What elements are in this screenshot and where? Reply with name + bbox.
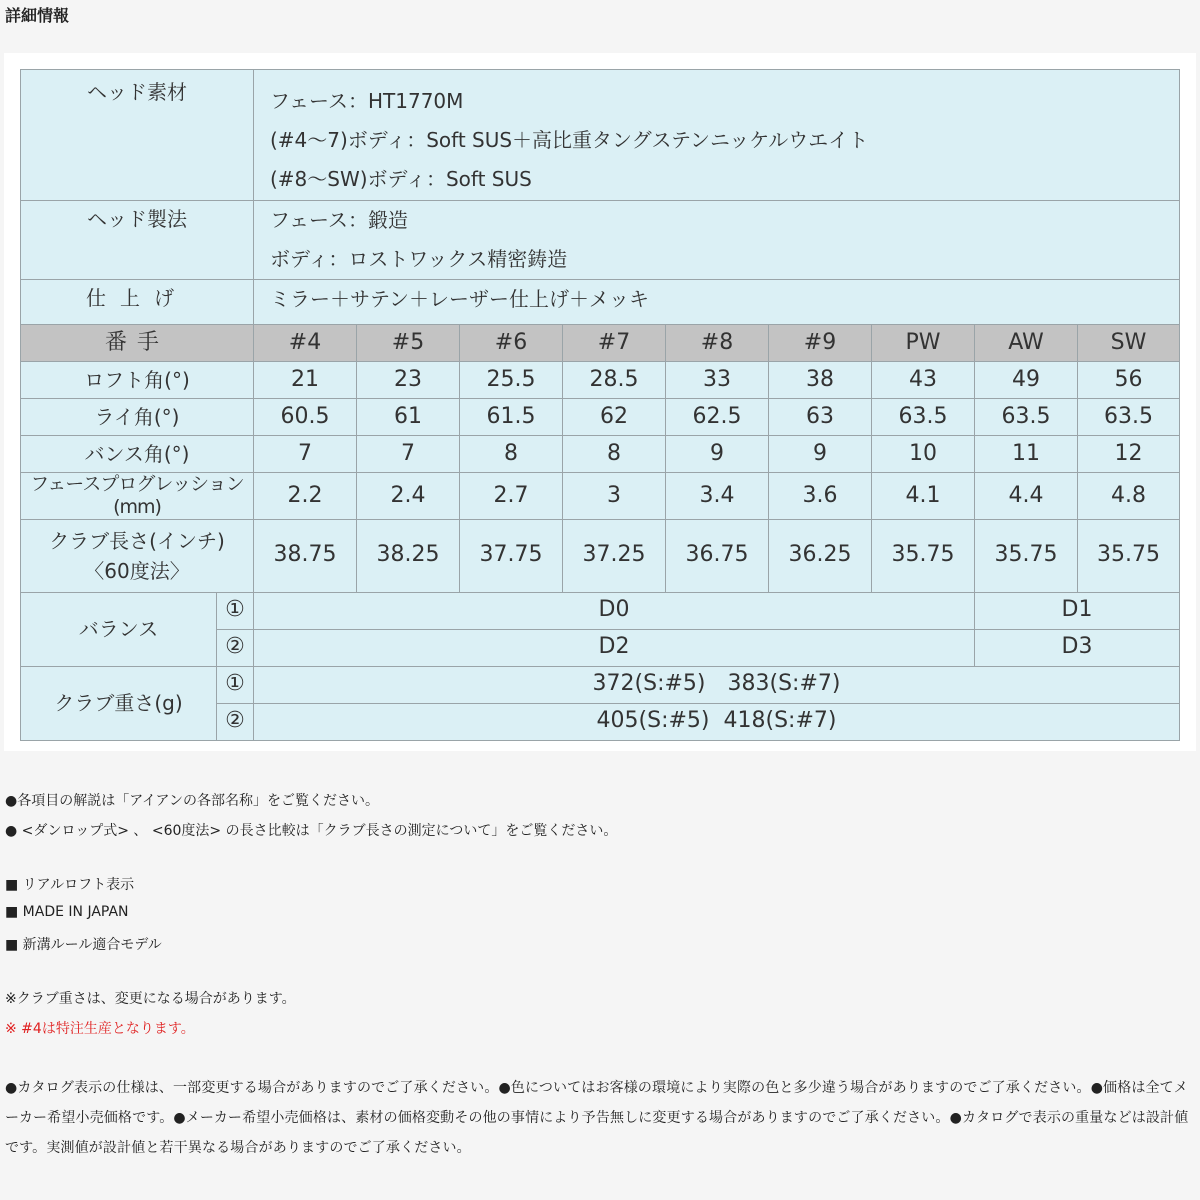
face-progression-value: 3.4	[666, 473, 769, 520]
row-finish	[21, 280, 1180, 325]
face-progression-value: 4.8	[1078, 473, 1180, 520]
club-number: #5	[357, 325, 460, 362]
row-bounce	[21, 436, 1180, 473]
head-method-line-2: ボディ：ロストワックス精密鋳造	[270, 247, 568, 271]
bounce-value: 9	[666, 436, 769, 473]
bounce-value: 9	[769, 436, 872, 473]
lie-value: 63.5	[872, 399, 975, 436]
club-length-value: 37.75	[460, 519, 563, 592]
club-length-value: 37.25	[563, 519, 666, 592]
bounce-value: 7	[254, 436, 357, 473]
disclaimer: ●カタログ表示の仕様は、一部変更する場合がありますのでご了承ください。●色についてはお客様の環境により実際の色と多少違う場合がありますのでご了承ください。●価格は全てメーカー希望小売価格です。●メーカー希望小売価格は、素材の価格変動その他の事情により予告無しに変更する場合がありますのでご了承ください。●カタログで表示の重量などは設計値です。実測値が設計値と若干異なる場合がありますのでご了承ください。	[5, 1080, 1189, 1156]
club-length-value: 35.75	[975, 519, 1078, 592]
face-progression-value: 4.1	[872, 473, 975, 520]
club-length-value: 35.75	[872, 519, 975, 592]
row-lie	[21, 399, 1180, 436]
head-material-line-2: (#4～7)ボディ：Soft SUS＋高比重タングステンニッケルウエイト	[270, 128, 869, 152]
head-method-line-1: フェース：鍛造	[270, 208, 408, 232]
weight-label: クラブ重さ(g)	[21, 666, 217, 740]
bounce-value: 12	[1078, 436, 1180, 473]
club-length-value: 36.25	[769, 519, 872, 592]
club-number: #4	[254, 325, 357, 362]
balance-main-value: D2	[254, 629, 975, 666]
finish-line: ミラー＋サテン＋レーザー仕上げ＋メッキ	[270, 287, 649, 311]
lie-label: ライ角(°)	[21, 399, 254, 436]
lie-value: 63.5	[975, 399, 1078, 436]
row-weight-1	[21, 666, 1180, 703]
weight-value: 372(S:#5) 383(S:#7)	[254, 666, 1180, 703]
balance-wedge-value: D1	[975, 592, 1180, 629]
lie-value: 61	[357, 399, 460, 436]
loft-value: 28.5	[563, 362, 666, 399]
loft-value: 23	[357, 362, 460, 399]
lie-value: 63	[769, 399, 872, 436]
face-progression-value: 3.6	[769, 473, 872, 520]
club-length-label	[21, 519, 254, 592]
head-method-value	[254, 201, 1180, 280]
face-progression-value: 2.7	[460, 473, 563, 520]
row-face-progression	[21, 473, 1180, 520]
head-material-value	[254, 70, 1180, 201]
weight-note: ※クラブ重さは、変更になる場合があります。	[5, 991, 296, 1007]
row-head-method	[21, 201, 1180, 280]
loft-value: 43	[872, 362, 975, 399]
lie-value: 61.5	[460, 399, 563, 436]
note-ref: ● <ダンロップ式> 、 <60度法> の長さ比較は「クラブ長さの測定について」をご覧ください。	[5, 823, 618, 839]
club-number: SW	[1078, 325, 1180, 362]
club-length-label-line-1: クラブ長さ(インチ)	[49, 528, 225, 553]
head-method-label: ヘッド製法	[21, 201, 254, 280]
bounce-value: 8	[460, 436, 563, 473]
club-length-value: 36.75	[666, 519, 769, 592]
loft-label: ロフト角(°)	[21, 362, 254, 399]
face-progression-value: 4.4	[975, 473, 1078, 520]
row-club-numbers	[21, 325, 1180, 362]
bounce-value: 7	[357, 436, 460, 473]
balance-label: バランス	[21, 592, 217, 666]
club-number: AW	[975, 325, 1078, 362]
row-balance-1	[21, 592, 1180, 629]
club-number-label: 番手	[21, 325, 254, 362]
face-progression-label: フェースプログレッション(mm)	[21, 473, 254, 520]
weight-marker-1: ①	[217, 666, 254, 703]
lie-value: 60.5	[254, 399, 357, 436]
finish-value	[254, 280, 1180, 325]
face-progression-value: 2.4	[357, 473, 460, 520]
note-ref: ●各項目の解説は「アイアンの各部名称」をご覧ください。	[5, 793, 379, 809]
loft-value: 38	[769, 362, 872, 399]
balance-wedge-value: D3	[975, 629, 1180, 666]
row-loft	[21, 362, 1180, 399]
loft-value: 49	[975, 362, 1078, 399]
lie-value: 62	[563, 399, 666, 436]
special-order-note: ※ #4は特注生産となります。	[5, 1021, 195, 1037]
lie-value: 62.5	[666, 399, 769, 436]
club-number: #9	[769, 325, 872, 362]
head-material-line-3: (#8～SW)ボディ：Soft SUS	[270, 167, 532, 191]
row-head-material	[21, 70, 1180, 201]
finish-label: 仕上げ	[21, 280, 254, 325]
loft-value: 33	[666, 362, 769, 399]
club-number: #6	[460, 325, 563, 362]
face-progression-value: 3	[563, 473, 666, 520]
club-length-value: 35.75	[1078, 519, 1180, 592]
bounce-value: 11	[975, 436, 1078, 473]
row-club-length	[21, 519, 1180, 592]
feature-item: ■ 新溝ルール適合モデル	[5, 937, 162, 953]
bounce-value: 8	[563, 436, 666, 473]
balance-marker-2: ②	[217, 629, 254, 666]
head-material-label: ヘッド素材	[21, 70, 254, 201]
head-material-line-1: フェース：HT1770M	[270, 89, 464, 113]
loft-value: 56	[1078, 362, 1180, 399]
section-title: 詳細情報	[5, 6, 70, 25]
club-length-value: 38.75	[254, 519, 357, 592]
club-length-label-line-2: 〈60度法〉	[84, 558, 190, 583]
club-number: #8	[666, 325, 769, 362]
feature-item: ■ リアルロフト表示	[5, 877, 135, 893]
weight-value: 405(S:#5) 418(S:#7)	[254, 703, 1180, 740]
club-length-value: 38.25	[357, 519, 460, 592]
lie-value: 63.5	[1078, 399, 1180, 436]
balance-main-value: D0	[254, 592, 975, 629]
club-number: #7	[563, 325, 666, 362]
spec-table	[20, 69, 1180, 741]
balance-marker-1: ①	[217, 592, 254, 629]
loft-value: 21	[254, 362, 357, 399]
weight-marker-2: ②	[217, 703, 254, 740]
bounce-value: 10	[872, 436, 975, 473]
face-progression-value: 2.2	[254, 473, 357, 520]
loft-value: 25.5	[460, 362, 563, 399]
club-number: PW	[872, 325, 975, 362]
bounce-label: バンス角(°)	[21, 436, 254, 473]
feature-item: ■ MADE IN JAPAN	[5, 904, 129, 920]
